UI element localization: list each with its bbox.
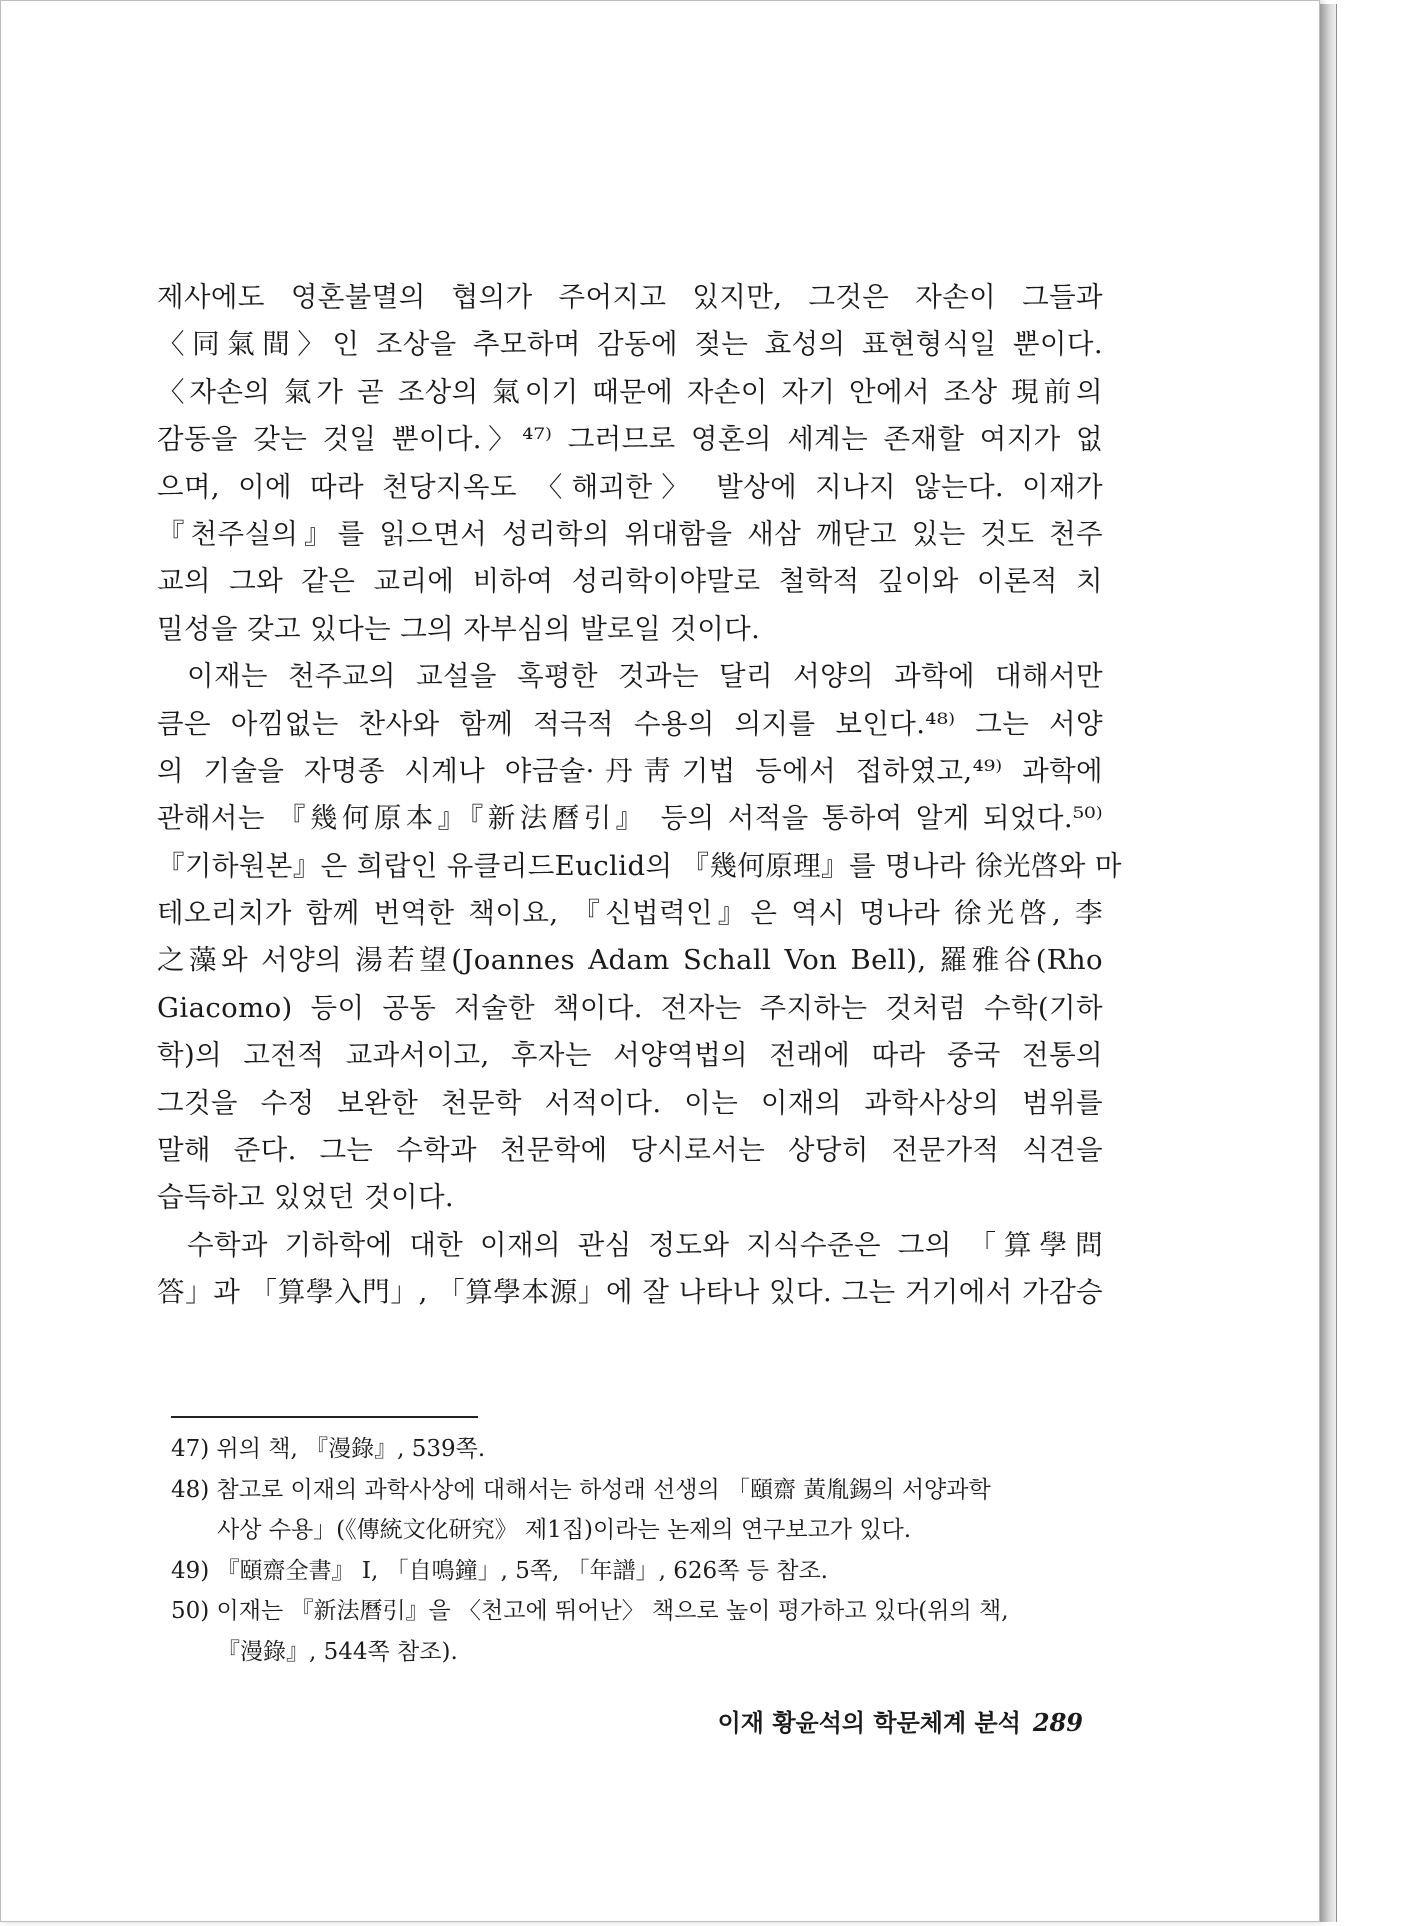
body-line: 이재는 천주교의 교설을 혹평한 것과는 달리 서양의 과학에 대해서만 (187, 660, 1103, 693)
body-line: 『천주실의』를 읽으면서 성리학의 위대함을 새삼 깨닫고 있는 것도 천주 (157, 517, 1103, 550)
running-footer (653, 1703, 1083, 1738)
page-number: 289 (1032, 1708, 1083, 1737)
body-line: 의 기술을 자명종 시계나 야금술·丹靑기법 등에서 접하였고,⁴⁹⁾ 과학에 (157, 754, 1103, 787)
body-line: 말해 준다. 그는 수학과 천문학에 당시로서는 상당히 전문가적 식견을 (157, 1134, 1103, 1167)
body-line: 제사에도 영혼불멸의 협의가 주어지고 있지만, 그것은 자손이 그들과 (157, 281, 1103, 313)
running-title: 이재 황윤석의 학문체계 분석 (717, 1709, 1021, 1737)
body-line: 之藻와 서양의 湯若望(Joannes Adam Schall Von Bell), 羅雅谷(Rho (157, 944, 1103, 977)
body-line: 감동을 갖는 것일 뿐이다.〉⁴⁷⁾ 그러므로 영혼의 세계는 존재할 여지가 없 (157, 423, 1103, 456)
body-line: 〈자손의 氣가 곧 조상의 氣이기 때문에 자손이 자기 안에서 조상 現前의 (157, 375, 1103, 408)
footnote-47: 47) 위의 책, 『漫錄』, 539쪽. (171, 1436, 486, 1462)
body-line: 밀성을 갖고 있다는 그의 자부심의 발로일 것이다. (157, 612, 761, 645)
body-line: 수학과 기하학에 대한 이재의 관심 정도와 지식수준은 그의 「算學問 (187, 1228, 1103, 1261)
body-line: 관해서는 『幾何原本』『新法曆引』 등의 서적을 통하여 알게 되었다.⁵⁰⁾ (157, 802, 1103, 835)
footnote-49: 49) 『頤齋全書』 I, 「自鳴鐘」, 5쪽, 「年譜」, 626쪽 등 참조. (171, 1557, 828, 1584)
body-line: 答」과 「算學入門」, 「算學本源」에 잘 나타나 있다. 그는 거기에서 가감승 (157, 1276, 1103, 1309)
body-line: 교의 그와 같은 교리에 비하여 성리학이야말로 철학적 깊이와 이론적 치 (157, 565, 1103, 598)
body-line: 『기하원본』은 희랍인 유클리드Euclid의 『幾何原理』를 명나라 徐光啓와 마 (157, 849, 1122, 882)
footnote-48-continued: 사상 수용」(《傳統文化研究》 제1집)이라는 논제의 연구보고가 있다. (217, 1517, 912, 1543)
body-text (157, 274, 1122, 1317)
footnotes (171, 1429, 1111, 1672)
body-line: 으며, 이에 따라 천당지옥도 〈해괴한〉 발상에 지나지 않는다. 이재가 (157, 470, 1103, 503)
body-line: Giacomo) 등이 공동 저술한 책이다. 전자는 주지하는 것처럼 수학(기하 (157, 991, 1103, 1024)
page-stack-edge (1320, 4, 1337, 1922)
body-line: 그것을 수정 보완한 천문학 서적이다. 이는 이재의 과학사상의 범위를 (157, 1086, 1103, 1119)
footnote-50: 50) 이재는 『新法曆引』을 〈천고에 뛰어난〉 책으로 높이 평가하고 있다(위의 책, (171, 1598, 1009, 1624)
body-line: 〈同氣間〉인 조상을 추모하며 감동에 젖는 효성의 표현형식일 뿐이다. (157, 328, 1103, 361)
body-line: 학)의 고전적 교과서이고, 후자는 서양역법의 전래에 따라 중국 전통의 (157, 1039, 1103, 1072)
footnote-48: 48) 참고로 이재의 과학사상에 대해서는 하성래 선생의 「頤齋 黃胤錫의 서양과학 (171, 1476, 991, 1503)
body-line: 테오리치가 함께 번역한 책이요, 『신법력인』은 역시 명나라 徐光啓, 李 (157, 897, 1103, 930)
footnote-divider (171, 1416, 478, 1418)
body-line: 습득하고 있었던 것이다. (157, 1181, 455, 1214)
body-line: 큼은 아낌없는 찬사와 함께 적극적 수용의 의지를 보인다.⁴⁸⁾ 그는 서양 (157, 707, 1103, 740)
footnote-50-continued: 『漫錄』, 544쪽 참조). (217, 1638, 458, 1665)
